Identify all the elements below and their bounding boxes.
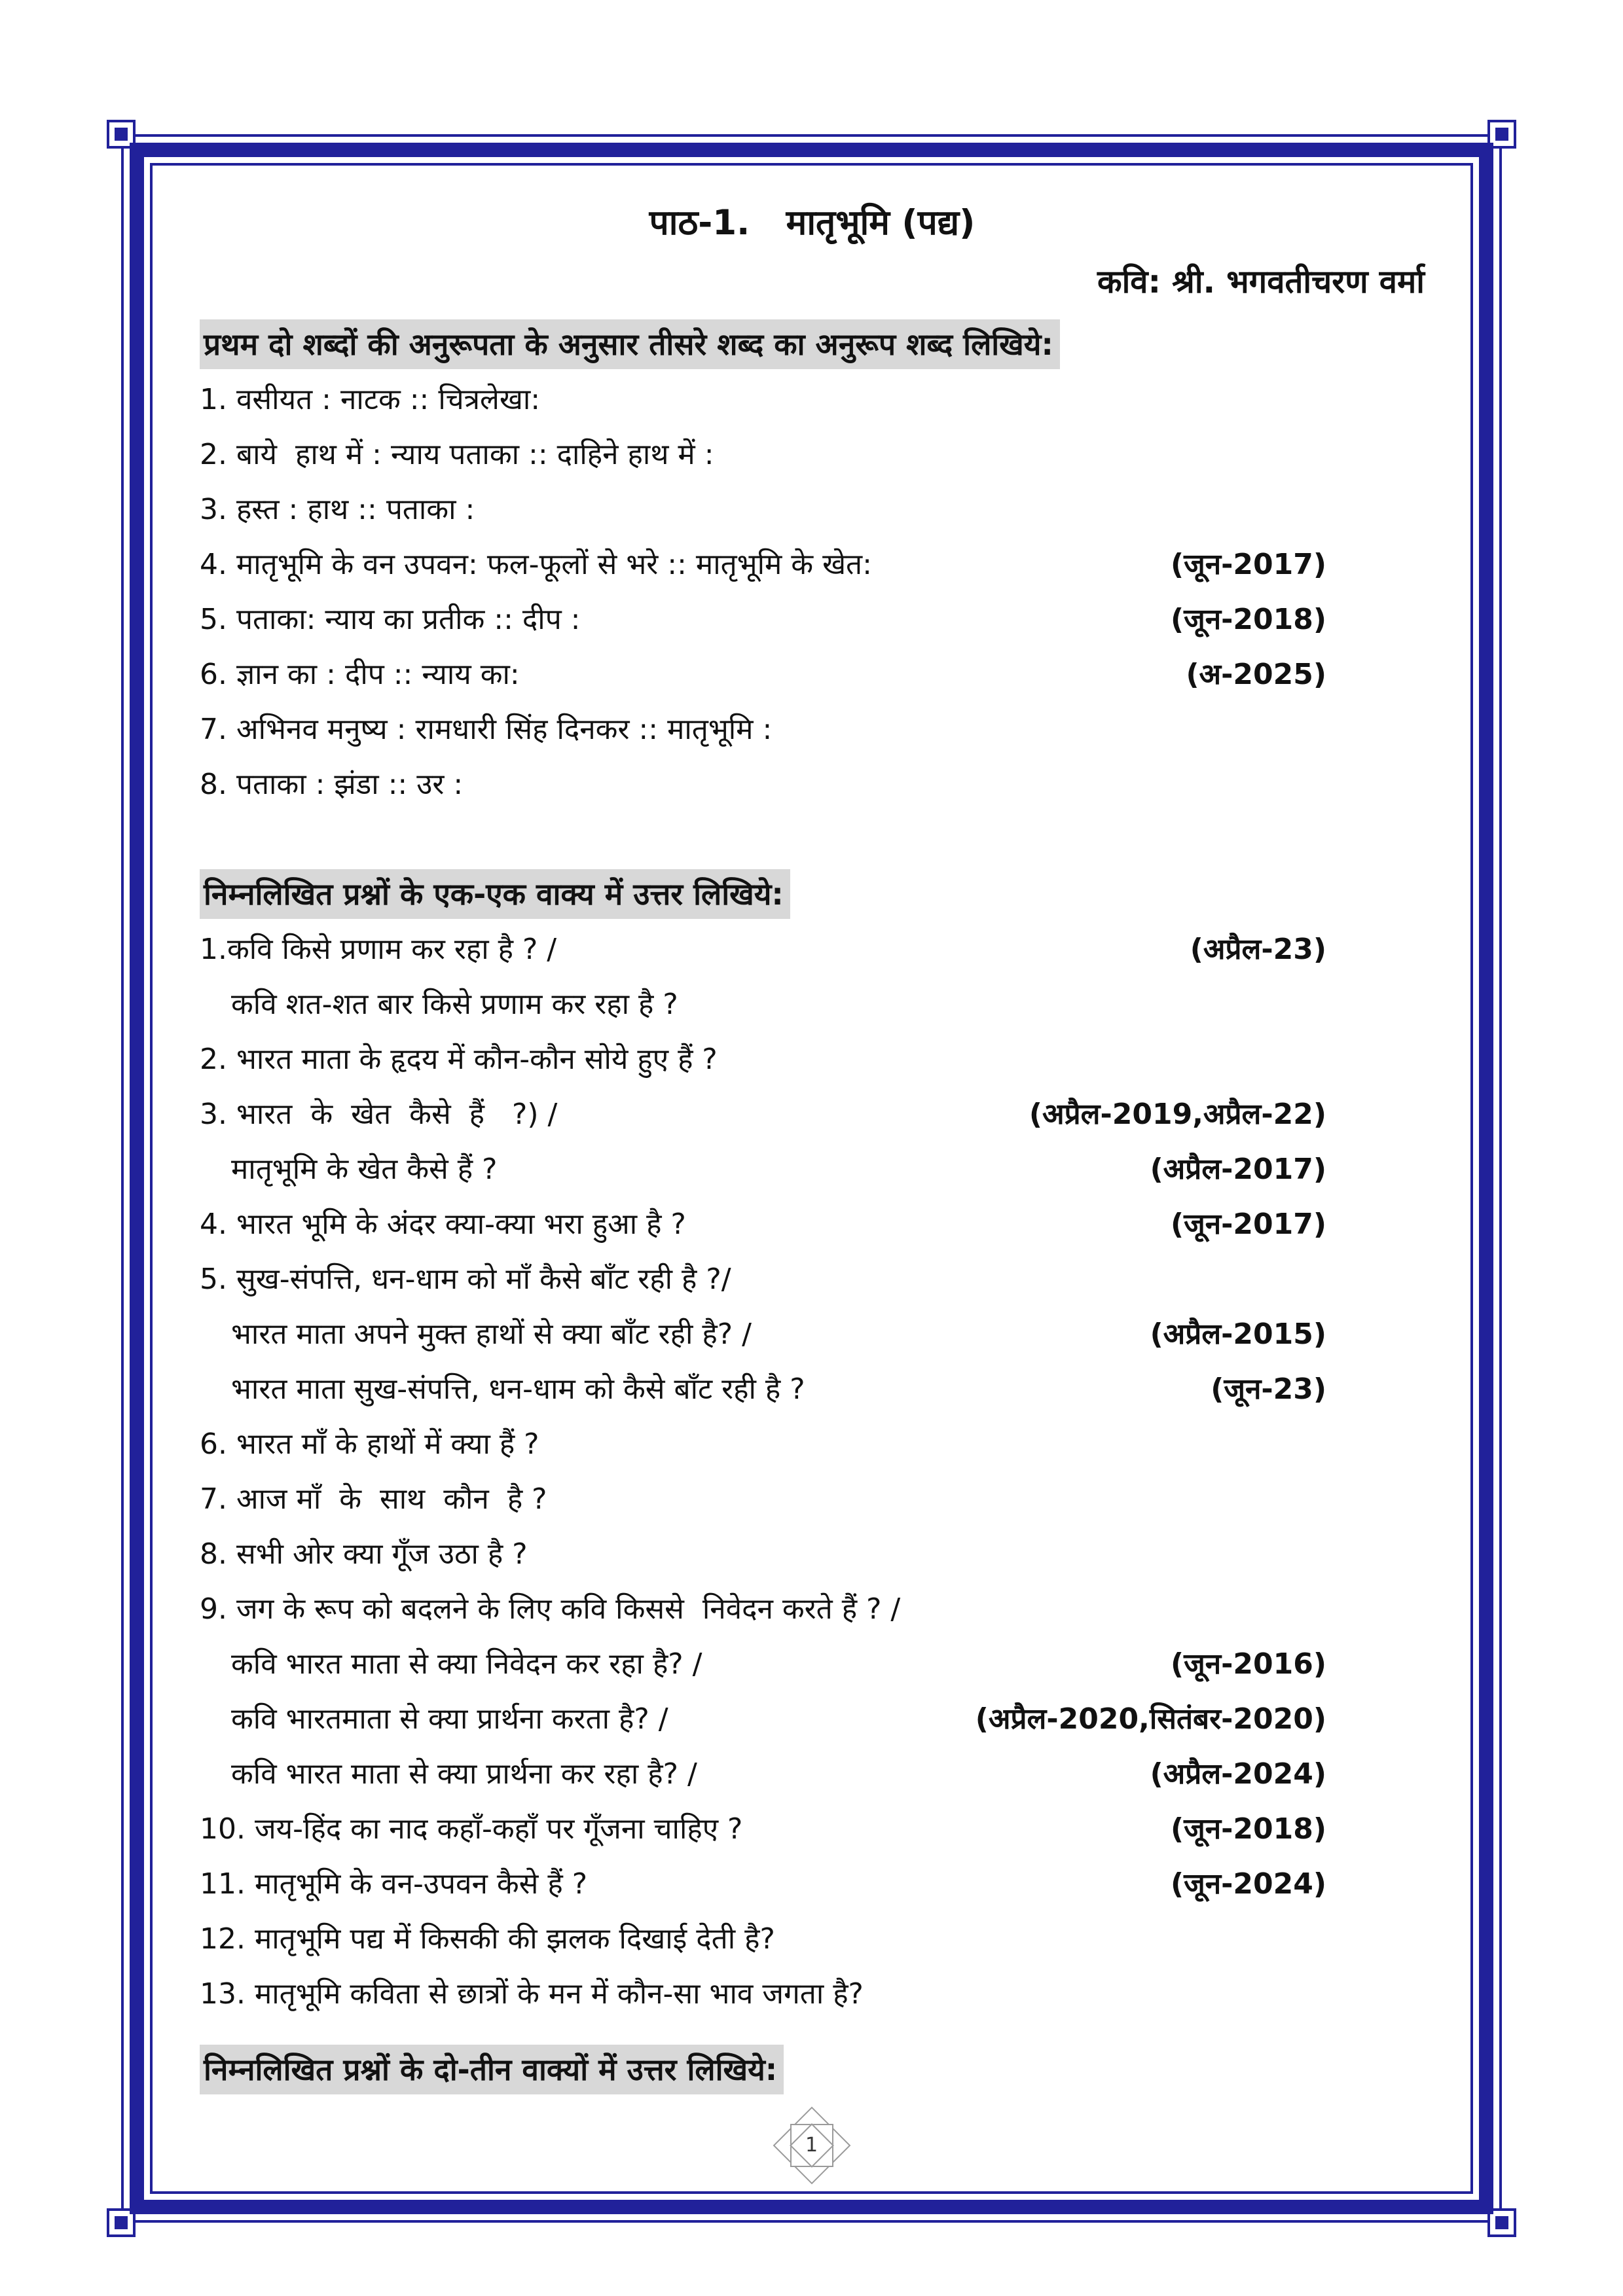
list-item — [200, 433, 1425, 488]
exam-year: (जून-2016) — [1170, 1647, 1326, 1681]
question-text: 7. अभिनव मनुष्य : रामधारी सिंह दिनकर :: मातृभूमि : — [200, 713, 773, 746]
list-item — [200, 1533, 1425, 1588]
question-text: भारत माता सुख-संपत्ति, धन-धाम को कैसे बाँट रही है ? — [231, 1372, 805, 1406]
question-text: कवि भारत माता से क्या प्रार्थना कर रहा है? / — [231, 1757, 697, 1791]
list-item — [200, 1203, 1425, 1258]
question-text: 8. सभी ओर क्या गूँज उठा है ? — [200, 1537, 528, 1571]
list-item — [200, 1808, 1425, 1863]
list-item — [200, 488, 1425, 543]
page-content — [153, 166, 1470, 2191]
page-border-outer — [121, 134, 1502, 2223]
exam-year: (अप्रैल-2017) — [1150, 1153, 1326, 1186]
question-text: 2. भारत माता के हृदय में कौन-कौन सोये हुए हैं ? — [200, 1043, 718, 1076]
question-text: 4. मातृभूमि के वन उपवन: फल-फूलों से भरे :: मातृभूमि के खेत: — [200, 548, 872, 581]
author-line: कवि: श्री. भगवतीचरण वर्मा — [1097, 263, 1425, 300]
question-text: 2. बाये हाथ में : न्याय पताका :: दाहिने हाथ में : — [200, 438, 714, 471]
list-item — [200, 708, 1425, 763]
list-item — [200, 1753, 1425, 1808]
section-header-text: निम्नलिखित प्रश्नों के एक-एक वाक्य में उत्तर लिखिये: — [200, 869, 790, 919]
exam-year: (अप्रैल-2024) — [1150, 1757, 1326, 1791]
list-item — [200, 763, 1425, 818]
question-text: कवि भारतमाता से क्या प्रार्थना करता है? / — [231, 1702, 668, 1736]
question-text: भारत माता अपने मुक्त हाथों से क्या बाँट रही है? / — [231, 1318, 752, 1351]
list-item — [200, 653, 1425, 708]
question-text: 9. जग के रूप को बदलने के लिए कवि किससे निवेदन करते हैं ? / — [200, 1592, 901, 1626]
exam-year: (जून-2017) — [1170, 548, 1326, 581]
section-header-one-sentence — [200, 869, 1425, 919]
list-item — [200, 1258, 1425, 1313]
exam-year: (अप्रैल-2019,अप्रैल-22) — [1029, 1098, 1326, 1131]
list-item — [200, 1093, 1425, 1148]
section-header-text: प्रथम दो शब्दों की अनुरूपता के अनुसार तीसरे शब्द का अनुरूप शब्द लिखिये: — [200, 319, 1060, 369]
list-item — [200, 598, 1425, 653]
question-text: कवि भारत माता से क्या निवेदन कर रहा है? / — [231, 1647, 702, 1681]
exam-year: (जून-23) — [1211, 1372, 1326, 1406]
section-header-two-three-sentences — [200, 2045, 1425, 2094]
question-text: 6. ज्ञान का : दीप :: न्याय का: — [200, 658, 520, 691]
list-item — [200, 1863, 1425, 1918]
question-text: 11. मातृभूमि के वन-उपवन कैसे हैं ? — [200, 1867, 588, 1901]
list-item — [200, 928, 1425, 983]
question-text: 1.कवि किसे प्रणाम कर रहा है ? / — [200, 933, 557, 966]
question-text: मातृभूमि के खेत कैसे हैं ? — [231, 1153, 498, 1186]
page-border-band — [130, 143, 1493, 2214]
question-text: कवि शत-शत बार किसे प्रणाम कर रहा है ? — [231, 988, 678, 1021]
question-text: 10. जय-हिंद का नाद कहाँ-कहाँ पर गूँजना चाहिए ? — [200, 1812, 743, 1846]
question-text: 5. सुख-संपत्ति, धन-धाम को माँ कैसे बाँट रही है ?/ — [200, 1263, 731, 1296]
list-item — [200, 1643, 1425, 1698]
question-text: 6. भारत माँ के हाथों में क्या हैं ? — [200, 1427, 539, 1461]
exam-year: (अप्रैल-2015) — [1150, 1318, 1326, 1351]
section-header-analogy — [200, 319, 1425, 369]
list-item — [200, 378, 1425, 433]
list-item — [200, 1423, 1425, 1478]
list-item — [200, 1313, 1425, 1368]
list-item — [200, 1368, 1425, 1423]
exam-year: (जून-2018) — [1170, 603, 1326, 636]
exam-year: (अप्रैल-23) — [1190, 933, 1326, 966]
question-text: 12. मातृभूमि पद्य में किसकी की झलक दिखाई देती है? — [200, 1922, 775, 1956]
exam-year: (अप्रैल-2020,सितंबर-2020) — [975, 1702, 1326, 1736]
question-text: 4. भारत भूमि के अंदर क्या-क्या भरा हुआ है ? — [200, 1208, 686, 1241]
page-border-inner — [150, 163, 1473, 2194]
list-item — [200, 543, 1425, 598]
question-text: 3. हस्त : हाथ :: पताका : — [200, 493, 475, 526]
question-text: 8. पताका : झंडा :: उर : — [200, 768, 464, 801]
question-text: 13. मातृभूमि कविता से छात्रों के मन में कौन-सा भाव जगता है? — [200, 1977, 864, 2011]
list-item — [200, 1698, 1425, 1753]
list-item — [200, 1918, 1425, 1973]
list-item — [200, 1973, 1425, 2028]
list-item — [200, 1588, 1425, 1643]
exam-year: (जून-2018) — [1170, 1812, 1326, 1846]
exam-year: (जून-2017) — [1170, 1208, 1326, 1241]
question-text: 3. भारत के खेत कैसे हैं ?) / — [200, 1098, 558, 1131]
exam-year: (अ-2025) — [1186, 658, 1326, 691]
list-item — [200, 1148, 1425, 1203]
list-item — [200, 983, 1425, 1038]
exam-year: (जून-2024) — [1170, 1867, 1326, 1901]
list-item — [200, 1478, 1425, 1533]
list-item — [200, 1038, 1425, 1093]
question-text: 5. पताका: न्याय का प्रतीक :: दीप : — [200, 603, 581, 636]
question-text: 1. वसीयत : नाटक :: चित्रलेखा: — [200, 383, 541, 416]
page-number: 1 — [805, 2133, 818, 2157]
section-header-text: निम्नलिखित प्रश्नों के दो-तीन वाक्यों में उत्तर लिखिये: — [200, 2045, 784, 2094]
page-title: पाठ-1. मातृभूमि (पद्य) — [649, 203, 976, 243]
page-number-ornament — [773, 2106, 851, 2185]
question-text: 7. आज माँ के साथ कौन है ? — [200, 1482, 547, 1516]
